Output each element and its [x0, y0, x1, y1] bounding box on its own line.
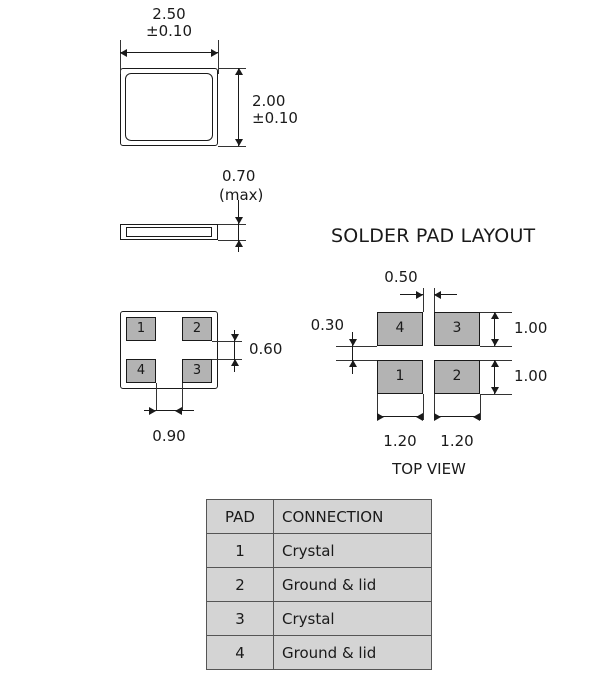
arrowhead-pitchx-right — [175, 407, 182, 415]
arrowhead-padh-top-down — [491, 339, 499, 346]
solder-pad-2 — [434, 360, 480, 394]
ext-line-padw-r2 — [480, 394, 481, 420]
dim-pad-width-left: 1.20 — [383, 432, 417, 450]
dim-pad-offset: 0.30 — [310, 316, 344, 334]
arrowhead-gap-left — [416, 291, 423, 299]
ext-line-padh-bot-b — [480, 394, 512, 395]
table-header-pad: PAD — [207, 500, 274, 534]
arrowhead-pitchx-left — [149, 407, 156, 415]
dim-thickness: 0.70 — [222, 167, 256, 185]
bottom-pad-3 — [182, 359, 212, 383]
bottom-pad-2-label: 2 — [192, 321, 202, 336]
arrowhead-padh-top-up — [491, 312, 499, 319]
dim-thickness-note: (max) — [219, 186, 264, 204]
dim-height-nominal: 2.00 — [252, 92, 286, 110]
bottom-pad-4-label: 4 — [136, 363, 146, 378]
arrowhead-padw-left-b — [416, 413, 423, 421]
arrowhead-padw-right-b — [473, 413, 480, 421]
dim-height-tolerance: ±0.10 — [252, 109, 298, 127]
table-row — [207, 534, 432, 568]
solder-pad-1 — [377, 360, 423, 394]
solder-pad-4-label: 4 — [395, 320, 405, 336]
ext-line-offset-top — [336, 346, 377, 347]
dim-pad-gap: 0.50 — [384, 268, 418, 286]
dim-width-tolerance: ±0.10 — [146, 22, 192, 40]
table-cell-connection: Ground & lid — [274, 568, 432, 602]
arrowhead-height-bottom — [235, 139, 243, 146]
ext-line-thickness-top — [218, 224, 246, 225]
dim-pad-width-right: 1.20 — [440, 432, 474, 450]
solder-pad-3-label: 3 — [452, 320, 462, 336]
table-row — [207, 602, 432, 636]
arrowhead-thickness-bottom — [235, 240, 243, 247]
solder-pad-3 — [434, 312, 480, 346]
arrowhead-width-right — [211, 49, 218, 57]
table-row — [207, 568, 432, 602]
arrowhead-padw-right-a — [434, 413, 441, 421]
ext-line-pitchx-right — [182, 383, 183, 411]
package-side-inner — [126, 227, 212, 237]
ext-line-height-bottom — [218, 146, 246, 147]
table-head — [207, 500, 432, 534]
table-cell-connection: Crystal — [274, 602, 432, 636]
dim-pitch-x-bottom: 0.90 — [152, 427, 186, 445]
bottom-pad-4 — [126, 359, 156, 383]
arrowhead-height-top — [235, 68, 243, 75]
table-header-row — [207, 500, 432, 534]
arrowhead-padw-left-a — [377, 413, 384, 421]
table-cell-pad: 2 — [207, 568, 274, 602]
dim-width-nominal: 2.50 — [152, 5, 186, 23]
ext-line-width-left — [120, 40, 121, 74]
table-cell-connection: Crystal — [274, 534, 432, 568]
bottom-pad-3-label: 3 — [192, 363, 202, 378]
arrowhead-gap-right — [434, 291, 441, 299]
solder-pad-layout-title: SOLDER PAD LAYOUT — [331, 225, 536, 247]
arrowhead-offset-bottom — [349, 360, 357, 367]
dim-pad-height-bottom: 1.00 — [514, 367, 548, 385]
table-cell-pad: 3 — [207, 602, 274, 636]
top-view-caption: TOP VIEW — [392, 460, 466, 478]
bottom-pad-1-label: 1 — [136, 321, 146, 336]
arrowhead-padh-bot-down — [491, 387, 499, 394]
arrowhead-pitchy-top — [231, 334, 239, 341]
arrowhead-width-left — [120, 49, 127, 57]
solder-pad-4 — [377, 312, 423, 346]
dim-line-width — [120, 52, 218, 53]
table-body — [207, 534, 432, 670]
solder-pad-1-label: 1 — [395, 368, 405, 384]
bottom-pad-1 — [126, 317, 156, 341]
package-outline-inner — [125, 73, 213, 141]
table-cell-pad: 1 — [207, 534, 274, 568]
solder-pad-2-label: 2 — [452, 368, 462, 384]
arrowhead-thickness-top — [235, 217, 243, 224]
dim-pad-height-top: 1.00 — [514, 319, 548, 337]
bottom-pad-2 — [182, 317, 212, 341]
table-header-connection: CONNECTION — [274, 500, 432, 534]
dim-pitch-y-bottom: 0.60 — [249, 340, 283, 358]
table-cell-pad: 4 — [207, 636, 274, 670]
dim-line-height — [238, 68, 239, 146]
pad-connection-table — [206, 499, 432, 670]
ext-line-pitchx-left — [156, 383, 157, 411]
table-cell-connection: Ground & lid — [274, 636, 432, 670]
arrowhead-offset-top — [349, 339, 357, 346]
arrowhead-padh-bot-up — [491, 360, 499, 367]
table-row — [207, 636, 432, 670]
ext-line-gap-left — [423, 288, 424, 312]
arrowhead-pitchy-bottom — [231, 359, 239, 366]
ext-line-pitchy-top — [212, 341, 242, 342]
ext-line-padh-top-b — [480, 346, 512, 347]
ext-line-padw-l2 — [423, 394, 424, 420]
